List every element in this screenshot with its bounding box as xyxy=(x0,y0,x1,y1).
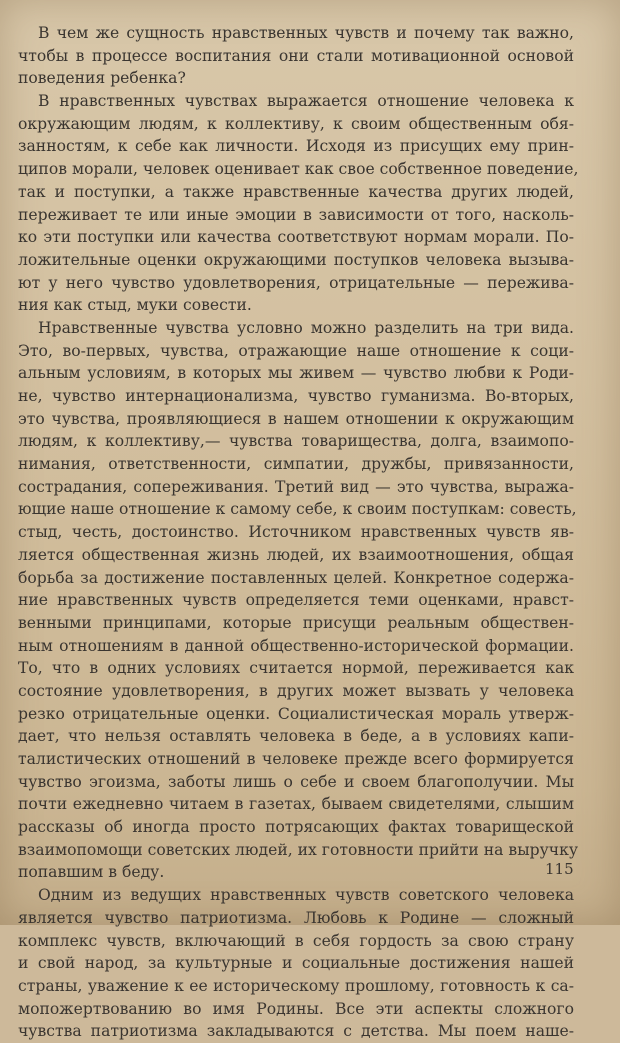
text-line: попавшим в беду. xyxy=(18,863,165,882)
text-line: людям, к коллективу,— чувства товарищества, долга, взаимопо- xyxy=(18,432,574,451)
text-line: талистических отношений в человеке прежде всего формируется xyxy=(18,750,574,768)
text-line: это чувства, проявляющиеся в нашем отношении к окружающим xyxy=(18,409,574,428)
text-line: ющие наше отношение к самому себе, к своим поступкам: совесть, xyxy=(18,500,577,519)
text-line: ния как стыд, муки совести. xyxy=(18,296,252,315)
text-line: ложительные оценки окружающими поступков человека вызыва- xyxy=(18,250,574,269)
text-line: взаимопомощи советских людей, их готовности прийти на выручку xyxy=(18,840,578,859)
text-line: является чувство патриотизма. Любовь к Родине — сложный xyxy=(18,908,574,927)
text-line: В чем же сущность нравственных чувств и почему так важно, xyxy=(38,24,574,42)
text-line: То, что в одних условиях считается нормой, переживается как xyxy=(18,659,574,678)
text-line: В нравственных чувствах выражается отношение человека к xyxy=(38,92,574,111)
text-line: и свой народ, за культурные и социальные достижения нашей xyxy=(18,954,574,973)
text-line: ляется общественная жизнь людей, их взаимоотношения, общая xyxy=(18,545,574,564)
text-line: комплекс чувств, включающий в себя гордость за свою страну xyxy=(18,931,574,950)
text-line: поведения ребенка? xyxy=(18,69,186,88)
text-line: ют у него чувство удовлетворения, отрицательные — пережива- xyxy=(18,273,574,292)
text-line: Одним из ведущих нравственных чувств советского человека xyxy=(38,886,574,905)
page-number: 115 xyxy=(545,860,574,878)
text-line: переживает те или иные эмоции в зависимости от того, насколь- xyxy=(18,205,574,224)
text-line: почти ежедневно читаем в газетах, бываем свидетелями, слышим xyxy=(18,795,574,814)
text-line: ко эти поступки или качества соответствуют нормам морали. По- xyxy=(18,228,574,247)
text-line: чтобы в процессе воспитания они стали мотивационной основой xyxy=(18,46,574,65)
text-line: чувство эгоизма, заботы лишь о себе и своем благополучии. Мы xyxy=(18,772,574,791)
text-line: Нравственные чувства условно можно разделить на три вида. xyxy=(38,318,574,337)
text-line: альным условиям, в которых мы живем — чувство любви к Роди- xyxy=(18,364,574,383)
text-line: стыд, честь, достоинство. Источником нравственных чувств яв- xyxy=(18,523,574,542)
text-line: состояние удовлетворения, в других может вызвать у человека xyxy=(18,681,574,700)
text-line: занностям, к себе как личности. Исходя из присущих ему прин- xyxy=(18,137,574,156)
text-line: дает, что нельзя оставлять человека в беде, а в условиях капи- xyxy=(18,727,574,746)
text-line: ципов морали, человек оценивает как свое собственное поведение, xyxy=(18,160,579,179)
text-line: сострадания, сопереживания. Третий вид — это чувства, выража- xyxy=(18,477,574,496)
text-line: чувства патриотизма закладываются с детства. Мы поем наше- xyxy=(18,1022,574,1041)
text-line: страны, уважение к ее историческому прошлому, готовность к са- xyxy=(18,976,574,995)
text-line: окружающим людям, к коллективу, к своим общественным обя- xyxy=(18,114,574,133)
text-line: нимания, ответственности, симпатии, дружбы, привязанности, xyxy=(18,455,574,474)
text-line: рассказы об иногда просто потрясающих фактах товарищеской xyxy=(18,818,574,837)
text-line: мопожертвованию во имя Родины. Все эти аспекты сложного xyxy=(18,999,574,1018)
text-line: резко отрицательные оценки. Социалистическая мораль утверж- xyxy=(18,704,574,723)
text-line: венными принципами, которые присущи реальным обществен- xyxy=(18,613,574,632)
text-line: не, чувство интернационализма, чувство гуманизма. Во-вторых, xyxy=(18,387,574,405)
body-text xyxy=(18,22,579,1043)
text-line: ным отношениям в данной общественно-исторической формации. xyxy=(18,636,574,655)
text-line: ние нравственных чувств определяется теми оценками, нравст- xyxy=(18,591,574,610)
text-line: борьба за достижение поставленных целей. Конкретное содержа- xyxy=(18,568,574,587)
text-line: Это, во-первых, чувства, отражающие наше отношение к соци- xyxy=(18,341,574,360)
text-line: так и поступки, а также нравственные качества других людей, xyxy=(18,182,574,201)
